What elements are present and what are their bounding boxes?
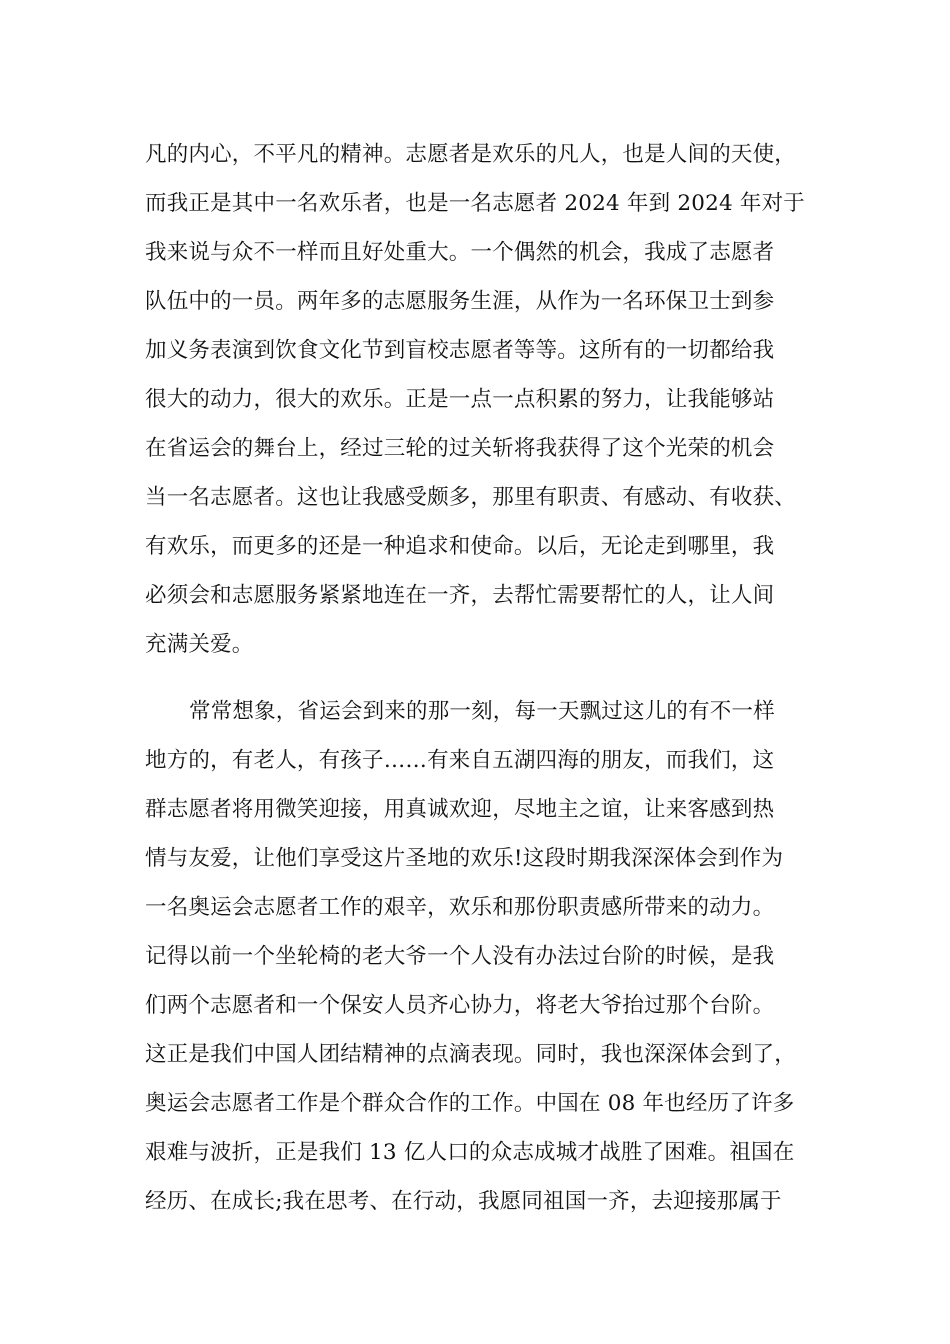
text-line: 奥运会志愿者工作是个群众合作的工作。中国在 08 年也经历了许多 — [145, 1091, 795, 1116]
paragraph-1 — [145, 130, 825, 669]
paragraph-2 — [145, 687, 825, 1226]
text-line: 群志愿者将用微笑迎接，用真诚欢迎，尽地主之谊，让来客感到热 — [145, 797, 775, 822]
text-line: 记得以前一个坐轮椅的老大爷一个人没有办法过台阶的时候，是我 — [145, 944, 775, 969]
text-line: 当一名志愿者。这也让我感受颇多，那里有职责、有感动、有收获、 — [145, 485, 797, 510]
text-line: 充满关爱。 — [145, 632, 254, 657]
text-line: 在省运会的舞台上，经过三轮的过关斩将我获得了这个光荣的机会 — [145, 436, 775, 461]
text-line: 艰难与波折，正是我们 13 亿人口的众志成城才战胜了困难。祖国在 — [145, 1140, 795, 1165]
text-line: 经历、在成长;我在思考、在行动，我愿同祖国一齐，去迎接那属于 — [145, 1189, 782, 1214]
text-line: 而我正是其中一名欢乐者，也是一名志愿者 2024 年到 2024 年对于 — [145, 191, 805, 216]
text-line: 地方的，有老人，有孩子……有来自五湖四海的朋友，而我们，这 — [145, 748, 775, 773]
document-body — [145, 130, 825, 1226]
text-line: 我来说与众不一样而且好处重大。一个偶然的机会，我成了志愿者 — [145, 240, 775, 265]
text-line: 很大的动力，很大的欢乐。正是一点一点积累的努力，让我能够站 — [145, 387, 775, 412]
paragraph-spacer — [145, 669, 825, 687]
text-line: 必须会和志愿服务紧紧地连在一齐，去帮忙需要帮忙的人，让人间 — [145, 583, 775, 608]
text-line: 常常想象，省运会到来的那一刻，每一天飘过这儿的有不一样 — [189, 699, 775, 724]
text-line: 有欢乐，而更多的还是一种追求和使命。以后，无论走到哪里，我 — [145, 534, 775, 559]
text-line: 们两个志愿者和一个保安人员齐心协力，将老大爷抬过那个台阶。 — [145, 993, 775, 1018]
text-line: 加义务表演到饮食文化节到盲校志愿者等等。这所有的一切都给我 — [145, 338, 775, 363]
text-line: 凡的内心，不平凡的精神。志愿者是欢乐的凡人，也是人间的天使， — [145, 142, 797, 167]
text-line: 队伍中的一员。两年多的志愿服务生涯，从作为一名环保卫士到参 — [145, 289, 775, 314]
text-line: 一名奥运会志愿者工作的艰辛，欢乐和那份职责感所带来的动力。 — [145, 895, 775, 920]
text-line: 这正是我们中国人团结精神的点滴表现。同时，我也深深体会到了， — [145, 1042, 797, 1067]
text-line: 情与友爱，让他们享受这片圣地的欢乐!这段时期我深深体会到作为 — [145, 846, 784, 871]
